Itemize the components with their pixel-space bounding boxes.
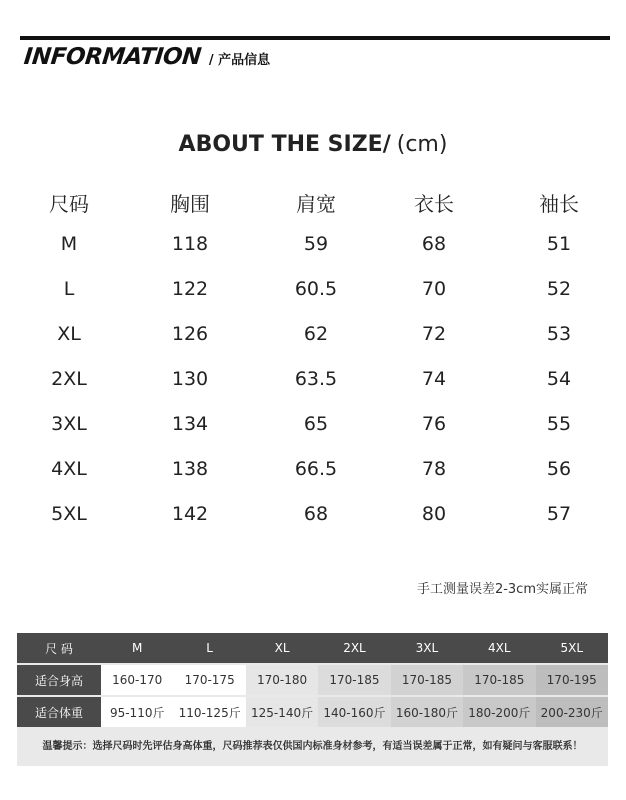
table-cell: 60.5	[294, 278, 338, 300]
height-value: 170-180	[246, 665, 318, 695]
table-cell: M	[60, 233, 78, 255]
table-cell: 51	[546, 233, 572, 255]
table-row	[0, 413, 626, 458]
height-value: 170-175	[173, 665, 245, 695]
table-cell: 68	[303, 503, 329, 525]
table-cell: 55	[546, 413, 572, 435]
table-cell: 62	[303, 323, 329, 345]
table-row	[0, 233, 626, 278]
table-cell: 2XL	[51, 368, 87, 390]
table-row	[0, 503, 626, 548]
table-cell: 65	[303, 413, 329, 435]
column-header: 肩宽	[296, 192, 336, 216]
weight-value: 125-140斤	[246, 697, 318, 727]
reference-size: L	[206, 641, 213, 655]
column-header: 尺码	[49, 192, 89, 216]
height-value: 160-170	[101, 665, 173, 695]
reference-header-label: 尺 码	[45, 641, 73, 656]
table-cell: 66.5	[294, 458, 338, 480]
weight-row	[17, 695, 608, 727]
reference-size: XL	[274, 641, 290, 655]
table-cell: 54	[546, 368, 572, 390]
column-header: 胸围	[170, 192, 210, 216]
weight-value: 95-110斤	[101, 697, 173, 727]
header-subtitle: / 产品信息	[208, 53, 271, 68]
reference-size: M	[132, 641, 143, 655]
column-header: 袖长	[539, 192, 579, 216]
size-unit: (cm)	[396, 132, 448, 157]
weight-value: 200-230斤	[536, 697, 608, 727]
table-cell: 72	[421, 323, 447, 345]
reference-size: 2XL	[343, 641, 366, 655]
table-row	[0, 278, 626, 323]
table-cell: 59	[303, 233, 329, 255]
weight-value: 160-180斤	[391, 697, 463, 727]
table-cell: 56	[546, 458, 572, 480]
reference-size: 4XL	[488, 641, 511, 655]
sizing-tip: 温馨提示：选择尺码时先评估身高体重，尺码推荐表仅供国内标准身材参考，有适当误差属于正常，如有疑问与客服联系！	[42, 741, 583, 752]
table-cell: 126	[171, 323, 209, 345]
reference-size: 5XL	[560, 641, 584, 655]
size-table	[0, 188, 626, 548]
height-row	[17, 663, 608, 695]
table-cell: 52	[546, 278, 572, 300]
table-cell: XL	[57, 323, 81, 345]
height-value: 170-185	[318, 665, 390, 695]
table-cell: 76	[421, 413, 447, 435]
table-cell: L	[63, 278, 75, 300]
table-cell: 4XL	[51, 458, 87, 480]
table-row	[0, 368, 626, 413]
height-label: 适合身高	[17, 665, 101, 695]
table-cell: 138	[171, 458, 209, 480]
table-cell: 118	[171, 233, 209, 255]
table-cell: 74	[421, 368, 447, 390]
top-divider	[20, 36, 610, 40]
table-cell: 142	[171, 503, 209, 525]
height-value: 170-195	[536, 665, 608, 695]
table-cell: 57	[546, 503, 572, 525]
weight-value: 180-200斤	[463, 697, 535, 727]
table-cell: 130	[171, 368, 209, 390]
size-title-text: ABOUT THE SIZE/	[178, 132, 391, 157]
table-row	[0, 323, 626, 368]
height-value: 170-185	[463, 665, 535, 695]
height-value: 170-185	[391, 665, 463, 695]
table-row	[0, 458, 626, 503]
table-cell: 63.5	[294, 368, 338, 390]
weight-value: 110-125斤	[173, 697, 245, 727]
table-cell: 78	[421, 458, 447, 480]
table-cell: 53	[546, 323, 572, 345]
column-header: 衣长	[414, 192, 454, 216]
weight-label: 适合体重	[17, 697, 101, 727]
table-cell: 3XL	[51, 413, 87, 435]
weight-value: 140-160斤	[318, 697, 390, 727]
size-table-header	[0, 188, 626, 233]
table-cell: 68	[421, 233, 447, 255]
table-cell: 5XL	[51, 503, 87, 525]
table-cell: 70	[421, 278, 447, 300]
table-cell: 134	[171, 413, 209, 435]
section-header	[24, 44, 270, 70]
size-reference-table	[17, 633, 608, 766]
brand-heading: INFORMATION	[22, 44, 203, 70]
size-title	[0, 132, 626, 157]
reference-header-row	[17, 633, 608, 663]
table-cell: 80	[421, 503, 447, 525]
table-cell: 122	[171, 278, 209, 300]
reference-size: 3XL	[415, 641, 439, 655]
measurement-note: 手工测量误差2-3cm实属正常	[416, 582, 588, 597]
